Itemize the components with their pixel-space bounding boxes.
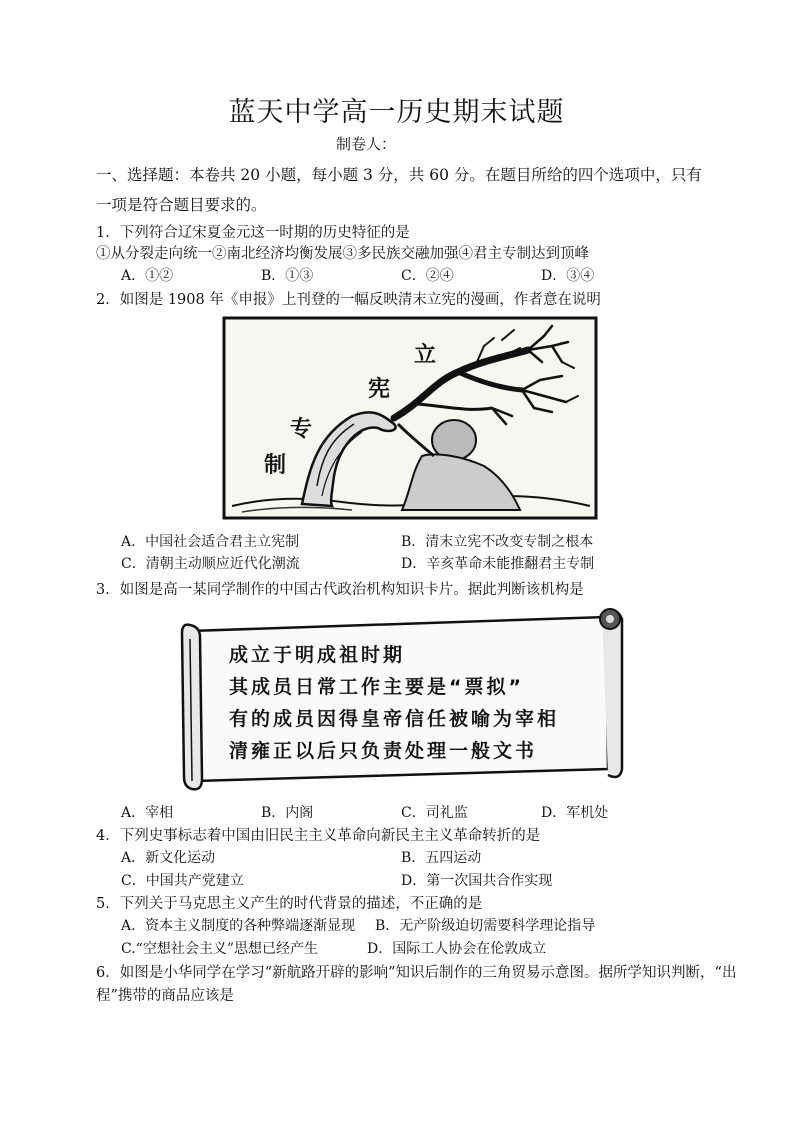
question-3-stem: 3．如图是高一某同学制作的中国古代政治机构知识卡片。据此判断该机构是	[96, 582, 584, 598]
cartoon-label-xian: 宪	[368, 376, 391, 402]
card-line-4: 清雍正以后只负责处理一般文书	[229, 740, 538, 762]
question-3-option-d[interactable]: D．军机处	[541, 805, 609, 821]
exam-maker: 制卷人：	[336, 135, 397, 153]
question-3-option-b[interactable]: B．内阁	[261, 805, 314, 821]
question-1-option-b[interactable]: B．①③	[261, 268, 314, 284]
question-5-option-a[interactable]: A．资本主义制度的各种弊端逐渐显现	[121, 918, 356, 934]
question-2-stem: 2．如图是 1908 年《申报》上刊登的一幅反映清末立宪的漫画，作者意在说明	[96, 292, 601, 308]
question-5-option-c[interactable]: C.“空想社会主义”思想已经产生	[121, 941, 318, 957]
question-3-option-a[interactable]: A．宰相	[121, 805, 174, 821]
question-4-option-c[interactable]: C．中国共产党建立	[121, 873, 244, 889]
question-4-option-d[interactable]: D．第一次国共合作实现	[401, 873, 553, 889]
cartoon-label-li: 立	[414, 342, 437, 368]
question-4-stem: 4．下列史事标志着中国由旧民主主义革命向新民主主义革命转折的是	[96, 828, 541, 844]
question-5-option-b[interactable]: B．无产阶级迫切需要科学理论指导	[375, 918, 596, 934]
question-1-option-c[interactable]: C．②④	[401, 268, 454, 284]
question-6-stem-line2: 程”携带的商品应该是	[96, 988, 234, 1004]
section-instruction-line1: 一、选择题：本卷共 20 小题，每小题 3 分，共 60 分。在题目所给的四个选项中，只有	[96, 166, 702, 184]
question-4-option-b[interactable]: B．五四运动	[401, 850, 482, 866]
card-line-2: 其成员日常工作主要是“票拟”	[229, 676, 524, 698]
question-6-stem-line1: 6．如图是小华同学在学习“新航路开辟的影响”知识后制作的三角贸易示意图。据所学知识判断，“出	[96, 965, 737, 981]
question-4-option-a[interactable]: A．新文化运动	[121, 850, 216, 866]
card-line-1: 成立于明成祖时期	[229, 644, 406, 666]
cartoon-label-zhuan: 专	[290, 416, 313, 442]
question-1-option-d[interactable]: D．③④	[541, 268, 595, 284]
question-5-option-d[interactable]: D．国际工人协会在伦敦成立	[367, 941, 547, 957]
question-2-option-d[interactable]: D．辛亥革命未能推翻君主专制	[401, 556, 595, 572]
question-2-option-b[interactable]: B．清末立宪不改变专制之根本	[401, 534, 594, 550]
question-2-option-c[interactable]: C．清朝主动顺应近代化潮流	[121, 556, 300, 572]
question-1-stem: 1．下列符合辽宋夏金元这一时期的历史特征的是	[96, 225, 410, 241]
cartoon-label-zhi: 制	[264, 452, 287, 478]
question-5-stem: 5．下列关于马克思主义产生的时代背景的描述，不正确的是	[96, 896, 483, 912]
question-1-items: ①从分裂走向统一②南北经济均衡发展③多民族交融加强④君主专制达到顶峰	[96, 246, 589, 262]
question-1-option-a[interactable]: A．①②	[121, 268, 174, 284]
constitution-cartoon-image	[222, 316, 598, 520]
question-3-option-c[interactable]: C．司礼监	[401, 805, 468, 821]
question-2-option-a[interactable]: A．中国社会适合君主立宪制	[121, 534, 300, 550]
section-instruction-line2: 一项是符合题目要求的。	[96, 196, 267, 214]
page-title: 蓝天中学高一历史期末试题	[228, 97, 565, 128]
card-line-3: 有的成员因得皇帝信任被喻为宰相	[229, 708, 560, 730]
